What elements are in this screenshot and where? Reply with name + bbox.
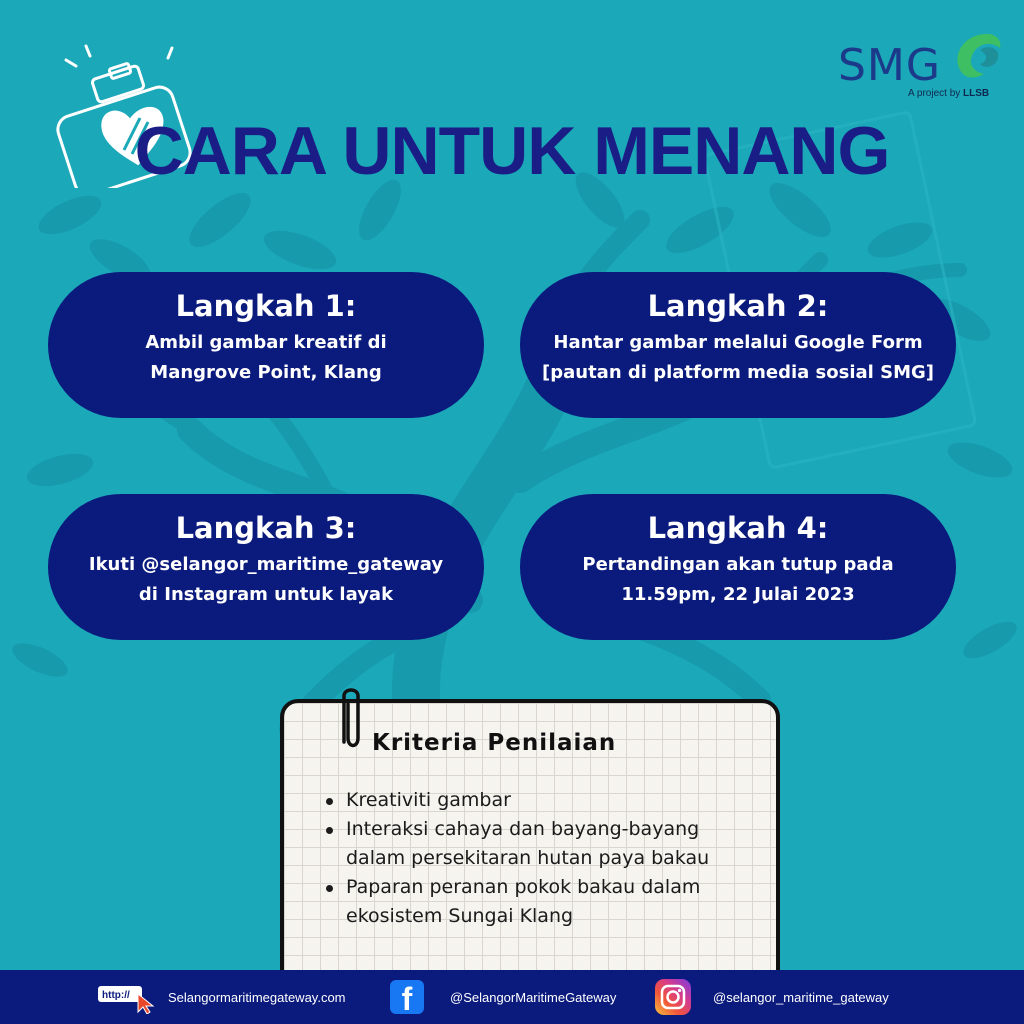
step-3-card	[48, 494, 484, 640]
website-link[interactable]: Selangormaritimegateway.com	[168, 989, 346, 1005]
smg-logo	[838, 30, 1008, 110]
smg-swirl-icon	[950, 30, 1004, 80]
logo-subtitle-brand: LLSB	[963, 88, 990, 99]
step-1-card	[48, 272, 484, 418]
criteria-list	[322, 786, 762, 931]
step-1-text: Ambil gambar kreatif di Mangrove Point, Klang	[145, 332, 387, 383]
step-2-heading: Langkah 2:	[647, 289, 829, 323]
footer-instagram[interactable]	[655, 970, 889, 1024]
facebook-glyph: f	[401, 981, 413, 1014]
http-label: http://	[102, 990, 130, 1001]
page-title: CARA UNTUK MENANG	[134, 113, 890, 189]
step-2-card	[520, 272, 956, 418]
criteria-item: Interaksi cahaya dan bayang-bayang dalam persekitaran hutan paya bakau	[322, 815, 762, 873]
instagram-link[interactable]: @selangor_maritime_gateway	[713, 989, 889, 1005]
step-2-text: Hantar gambar melalui Google Form [pautan di platform media sosial SMG]	[542, 332, 934, 383]
footer-website[interactable]	[96, 970, 346, 1024]
criteria-item: Kreativiti gambar	[322, 786, 762, 815]
step-1-heading: Langkah 1:	[175, 289, 357, 323]
criteria-title: Kriteria Penilaian	[372, 730, 617, 756]
footer-bar	[0, 970, 1024, 1024]
step-4-heading: Langkah 4:	[647, 511, 829, 545]
instagram-glyph	[655, 979, 691, 1015]
paperclip-icon	[336, 682, 366, 754]
step-4-card	[520, 494, 956, 640]
footer-facebook[interactable]	[390, 970, 616, 1024]
facebook-icon	[390, 980, 424, 1014]
step-3-text: Ikuti @selangor_maritime_gateway di Instagram untuk layak	[88, 554, 444, 605]
logo-subtitle-prefix: A project by	[908, 88, 961, 99]
facebook-link[interactable]: @SelangorMaritimeGateway	[450, 989, 617, 1005]
step-3-heading: Langkah 3:	[175, 511, 357, 545]
criteria-item: Paparan peranan pokok bakau dalam ekosistem Sungai Klang	[322, 873, 762, 931]
logo-name: SMG	[838, 40, 941, 91]
step-4-text: Pertandingan akan tutup pada 11.59pm, 22 Julai 2023	[582, 554, 894, 605]
http-cursor-icon	[96, 980, 158, 1014]
instagram-icon	[655, 979, 691, 1015]
